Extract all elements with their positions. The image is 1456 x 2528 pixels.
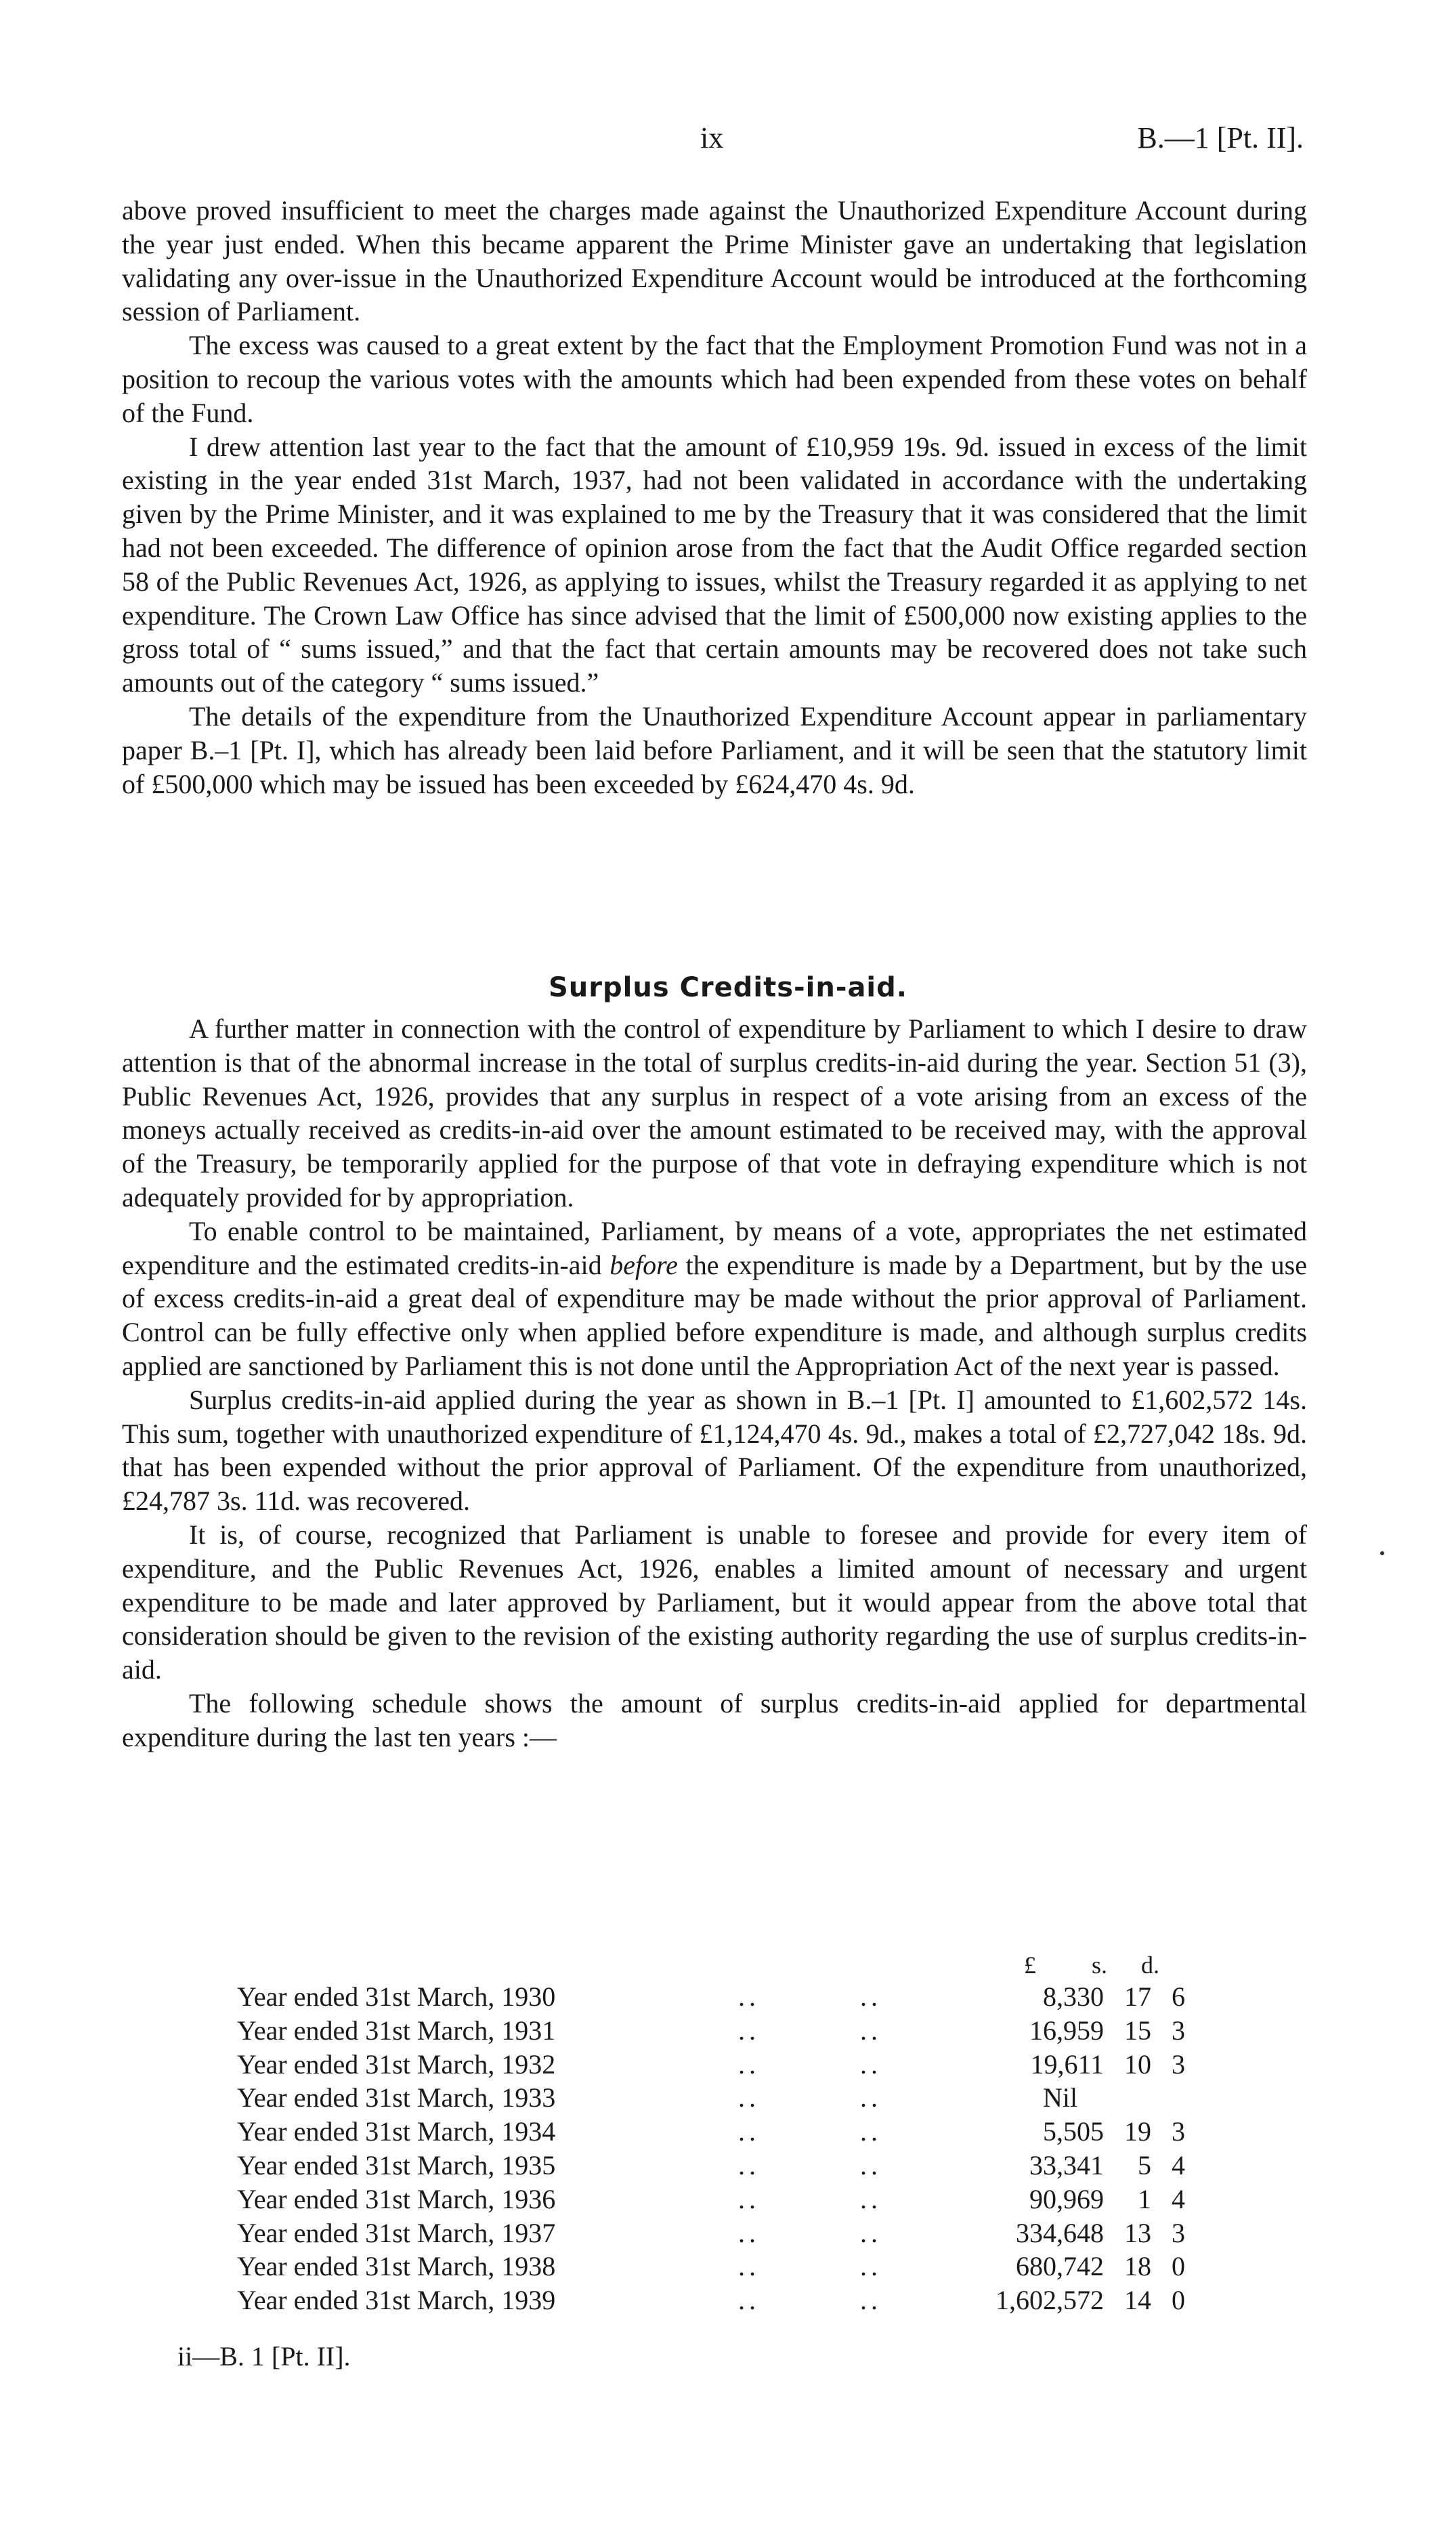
amount-shillings: 18 [1124,2251,1151,2282]
amount-pence: 3 [1172,2048,1185,2080]
row-label: Year ended 31st March, 1932 [237,2048,556,2080]
leader-dots: .. [738,2251,760,2282]
body-text-part2 [122,1012,1307,1754]
amount-pence: 3 [1172,2116,1185,2147]
emphasized-word: before [609,1249,678,1280]
row-label: Year ended 31st March, 1934 [237,2116,556,2147]
leader-dots: .. [860,2015,882,2046]
amount-pounds: 1,602,572 [995,2285,1104,2316]
amount-pence: 0 [1172,2285,1185,2316]
leader-dots: .. [860,2149,882,2181]
paragraph [122,1215,1307,1383]
schedule-row [237,2149,1185,2183]
amount-pence: 6 [1172,1981,1185,2012]
section-heading: Surplus Credits-in-aid. [549,972,907,1003]
amount-pounds: 16,959 [1029,2015,1104,2046]
schedule-row [237,2183,1185,2216]
credits-schedule [237,1980,1185,2317]
leader-dots: .. [738,1981,760,2012]
leader-dots: .. [860,2183,882,2214]
row-label: Year ended 31st March, 1939 [237,2285,556,2316]
leader-dots: .. [738,2082,760,2113]
amount-pence: 3 [1172,2217,1185,2248]
schedule-row [237,2283,1185,2317]
amount-shillings: 13 [1124,2217,1151,2248]
row-label: Year ended 31st March, 1930 [237,1981,556,2012]
schedule-row [237,2115,1185,2149]
schedule-row [237,2048,1185,2082]
leader-dots: .. [860,1981,882,2012]
leader-dots: .. [738,2285,760,2316]
amount-pence: 4 [1172,2183,1185,2214]
leader-dots: .. [738,2183,760,2214]
leader-dots: .. [860,2116,882,2147]
amount-pounds: 33,341 [1029,2149,1104,2181]
amount-shillings: 17 [1124,1981,1151,2012]
schedule-row [237,2014,1185,2048]
body-text-part1 [122,194,1307,801]
leader-dots: .. [860,2251,882,2282]
amount-shillings: 10 [1124,2048,1151,2080]
paragraph: The details of the expenditure from the Unauthorized Expenditure Account appear in parliamentary paper B.–1 [Pt. I], which has already been laid before Parliament, and it will be seen that the statutory limit of £500,000 which may be issued has been exceeded by £624,470 4s. 9d. [122,700,1307,799]
amount-pounds: 680,742 [1016,2251,1104,2282]
paragraph: It is, of course, recognized that Parliament is unable to foresee and provide for every item of expenditure, and the Public Revenues Act, 1926, enables a limited amount of necessary and urgent expenditure to be made and later approved by Parliament, but it would appear from the above total that consideration should be given to the revision of the existing authority regarding the use of surplus credits-in-aid. [122,1519,1307,1685]
schedule-row [237,2250,1185,2283]
page-folio: ix [700,121,724,154]
amount-pounds: 19,611 [1030,2048,1104,2080]
leader-dots: .. [738,2048,760,2080]
scan-speck [1380,1551,1384,1555]
leader-dots: .. [860,2217,882,2248]
row-label: Year ended 31st March, 1938 [237,2251,556,2282]
paragraph: A further matter in connection with the control of expenditure by Parliament to which I desire to draw attention is that of the abnormal increase in the total of surplus credits-in-aid during the year. Section 51 (3), Public Revenues Act, 1926, provides that any surplus in respect of a vote arising from an excess of the moneys actually received as credits-in-aid over the amount estimated to be received may, with the approval of the Treasury, be temporarily applied for the purpose of that vote in defraying expenditure which is not adequately provided for by appropriation. [122,1013,1307,1213]
leader-dots: .. [738,2217,760,2248]
paragraph: I drew attention last year to the fact that the amount of £10,959 19s. 9d. issued in excess of the limit existing in the year ended 31st March, 1937, had not been validated in accordance with the undertaking given by the Prime Minister, and it was explained to me by the Treasury that it was considered that the limit had not been exceeded. The difference of opinion arose from the fact that the Audit Office regarded section 58 of the Public Revenues Act, 1926, as applying to issues, whilst the Treasury regarded it as applying to net expenditure. The Crown Law Office has since advised that the limit of £500,000 now existing applies to the gross total of “ sums issued,” and that the fact that certain amounts may be recovered does not take such amounts out of the category “ sums issued.” [122,431,1307,698]
row-label: Year ended 31st March, 1937 [237,2217,556,2248]
amount-pence: 4 [1172,2149,1185,2181]
leader-dots: .. [738,2015,760,2046]
amount-shillings: 5 [1138,2149,1151,2181]
paragraph: The following schedule shows the amount of surplus credits-in-aid applied for departmental expenditure during the last ten years :— [122,1687,1307,1752]
paragraph-text: the expenditure is made by a Department, but by the use of excess credits-in-aid a great deal of expenditure may be made without the prior approval of Parliament. Control can be fully effective only when applied before expenditure is made, and although surplus credits applied are sanctioned by Parliament this is not done until the Appropriation Act of the next year is passed. [122,1249,1307,1381]
unit-shillings: s. [1092,1952,1108,1979]
paragraph-text: To enable control to be maintained, Parliament, by means of a vote, appropriates the net estimated expenditure and the estimated credits-in-aid [122,1215,1307,1280]
paragraph: The excess was caused to a great extent by the fact that the Employment Promotion Fund was not in a position to recoup the various votes with the amounts which had been expended from these votes on behalf of the Fund. [122,330,1307,428]
schedule-row [237,2216,1185,2250]
leader-dots: .. [860,2082,882,2113]
amount-pounds: 90,969 [1029,2183,1104,2214]
amount-shillings: 15 [1124,2015,1151,2046]
leader-dots: .. [860,2048,882,2080]
page-header [0,121,1456,161]
amount-shillings: 1 [1138,2183,1151,2214]
schedule-row [237,2081,1185,2115]
paragraph: above proved insufficient to meet the charges made against the Unauthorized Expenditure Account during the year just ended. When this became apparent the Prime Minister gave an undertaking that legislation validating any over-issue in the Unauthorized Expenditure Account would be introduced at the forthcoming session of Parliament. [122,195,1307,327]
amount-nil: Nil [1043,2082,1078,2113]
amount-pounds: 5,505 [1043,2116,1104,2147]
schedule-row [237,1980,1185,2014]
leader-dots: .. [860,2285,882,2316]
amount-shillings: 14 [1124,2285,1151,2316]
leader-dots: .. [738,2116,760,2147]
amount-pounds: 334,648 [1016,2217,1104,2248]
row-label: Year ended 31st March, 1931 [237,2015,556,2046]
row-label: Year ended 31st March, 1933 [237,2082,556,2113]
signature-mark: ii—B. 1 [Pt. II]. [177,2341,351,2372]
row-label: Year ended 31st March, 1936 [237,2183,556,2214]
document-reference: B.—1 [Pt. II]. [1137,121,1304,154]
paragraph: Surplus credits-in-aid applied during the year as shown in B.–1 [Pt. I] amounted to £1,602,572 14s. This sum, together with unauthorized expenditure of £1,124,470 4s. 9d., makes a total of £2,727,042 18s. 9d. that has been expended without the prior approval of Parliament. Of the expenditure from unauthorized, £24,787 3s. 11d. was recovered. [122,1384,1307,1517]
amount-pounds: 8,330 [1043,1981,1104,2012]
unit-pence: d. [1141,1952,1159,1979]
leader-dots: .. [738,2149,760,2181]
amount-pence: 3 [1172,2015,1185,2046]
amount-pence: 0 [1172,2251,1185,2282]
row-label: Year ended 31st March, 1935 [237,2149,556,2181]
unit-pounds: £ [1024,1952,1036,1979]
amount-shillings: 19 [1124,2116,1151,2147]
